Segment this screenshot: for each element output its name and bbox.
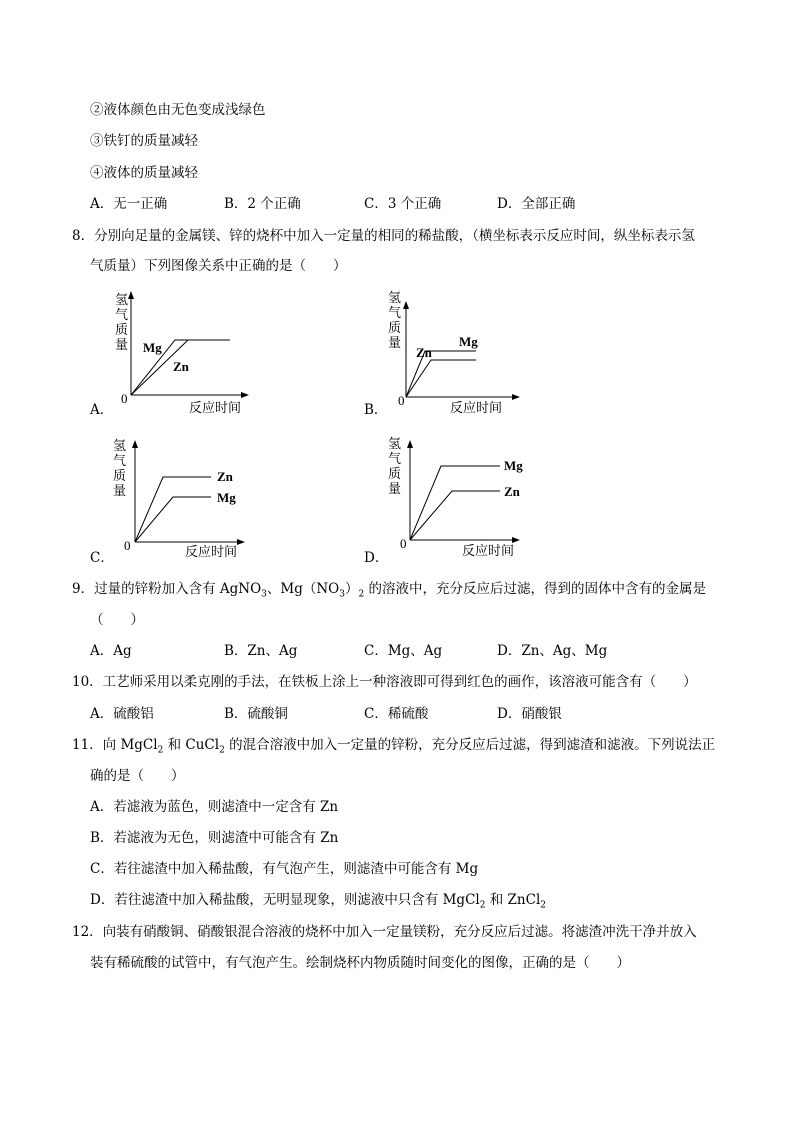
- origin-label: 0: [400, 536, 407, 551]
- y-axis-arrow: [128, 291, 134, 299]
- mg-label: Mg: [143, 340, 162, 355]
- graph-d-option-label: D．: [364, 550, 389, 566]
- graph-a-ylabel: [115, 292, 128, 352]
- y-char-1: 氢: [113, 438, 127, 453]
- q11-option-c: C．若往滤渣中加入稀盐酸，有气泡产生，则滤渣中可能含有 Mg: [90, 861, 479, 877]
- origin-label: 0: [398, 393, 405, 408]
- q12-stem-line1: 12．向装有硝酸铜、硝酸银混合溶液的烧杯中加入一定量镁粉，充分反应后过滤。将滤渣冲洗干净并放入: [72, 924, 697, 940]
- q8-stem-line1: 8．分别向足量的金属镁、锌的烧杯中加入一定量的相同的稀盐酸，（横坐标表示反应时间，纵坐标表示氢: [72, 228, 695, 244]
- mg-line: [135, 497, 211, 542]
- x-axis-arrow: [237, 539, 245, 545]
- graph-b-ylabel: [388, 290, 401, 350]
- q10-option-d: D．硝酸银: [497, 706, 562, 722]
- q10-stem: 10．工艺师采用以柔克刚的手法，在铁板上涂上一种溶液即可得到红色的画作，该溶液可能含有（ ）: [72, 674, 697, 690]
- y-char-4: 量: [115, 337, 129, 352]
- q9-option-a: A．Ag: [90, 643, 132, 659]
- graph-c: [105, 430, 265, 565]
- zn-line: [410, 491, 500, 540]
- q7-statement-4: ④液体的质量减轻: [90, 165, 198, 181]
- graph-d: [378, 430, 538, 565]
- q11-option-a: A．若滤液为蓝色，则滤渣中一定含有 Zn: [90, 799, 339, 815]
- y-char-1: 氢: [115, 292, 129, 307]
- y-char-3: 质: [388, 466, 402, 481]
- mg-label: Mg: [217, 490, 236, 505]
- q11-option-b: B．若滤液为无色，则滤渣中可能含有 Zn: [90, 830, 339, 846]
- q9-option-b: B．Zn、Ag: [224, 643, 298, 659]
- x-axis-label: 反应时间: [462, 543, 515, 558]
- y-axis-arrow: [407, 440, 413, 448]
- q9-stem-line2: （ ）: [90, 612, 144, 628]
- y-char-3: 质: [388, 320, 402, 335]
- q7-option-b: B．2 个正确: [224, 196, 301, 212]
- y-char-2: 气: [388, 305, 402, 320]
- graph-c-option-label: C．: [90, 550, 114, 566]
- y-char-4: 量: [113, 483, 127, 498]
- q11-stem-line2: 确的是（ ）: [90, 768, 185, 784]
- x-axis-label: 反应时间: [185, 544, 238, 559]
- y-char-2: 气: [388, 451, 402, 466]
- y-char-1: 氢: [388, 290, 402, 305]
- x-axis-label: 反应时间: [189, 400, 242, 415]
- q9-option-c: C．Mg、Ag: [364, 643, 443, 659]
- zn-line: [135, 477, 211, 542]
- mg-label: Mg: [504, 458, 523, 473]
- zn-label: Zn: [217, 469, 233, 484]
- q9-stem-line1: 9．过量的锌粉加入含有 AgNO$_3$、$Mg(NO_3)_2$ 的溶液中，充分反应后过滤，得到的固体中含有的金属是: [72, 581, 707, 600]
- graph-b-option-label: B．: [364, 402, 388, 418]
- q9-option-d: D．Zn、Ag、Mg: [497, 643, 608, 659]
- q10-option-c: C．稀硫酸: [364, 706, 429, 722]
- y-axis-arrow: [132, 440, 138, 448]
- y-axis-arrow: [403, 301, 409, 309]
- q7-option-d: D．全部正确: [497, 196, 576, 212]
- y-char-1: 氢: [388, 436, 402, 451]
- q11-stem-line1: 11．向 MgCl$_2$ 和 CuCl$_2$ 的混合溶液中加入一定量的锌粉，充分反应后过滤，得到滤渣和滤液。下列说法正: [72, 737, 716, 756]
- zn-label: Zn: [504, 484, 520, 499]
- q12-stem-line2: 装有稀硫酸的试管中，有气泡产生。绘制烧杯内物质随时间变化的图像，正确的是（ ）: [90, 955, 630, 971]
- graph-c-ylabel: [113, 438, 126, 498]
- graph-a-option-label: A．: [90, 402, 114, 418]
- origin-label: 0: [124, 538, 131, 553]
- q7-statement-2: ②液体颜色由无色变成浅绿色: [90, 102, 266, 118]
- graph-d-ylabel: [388, 436, 401, 496]
- x-axis-arrow: [241, 392, 249, 398]
- y-char-4: 量: [388, 481, 402, 496]
- mg-label: Mg: [459, 334, 478, 349]
- y-char-4: 量: [388, 335, 402, 350]
- q10-option-b: B．硫酸铜: [224, 706, 288, 722]
- y-char-3: 质: [113, 468, 127, 483]
- q8-stem-line2: 气质量）下列图像关系中正确的是（ ）: [90, 258, 347, 274]
- mg-line: [406, 360, 476, 397]
- q11-option-d: D．若往滤渣中加入稀盐酸，无明显现象，则滤液中只含有 MgCl$_2$ 和 ZnCl$_2$: [90, 892, 547, 911]
- x-axis-arrow: [512, 394, 520, 400]
- y-char-3: 质: [115, 322, 129, 337]
- x-axis-label: 反应时间: [450, 400, 503, 415]
- q7-option-a: A．无一正确: [90, 196, 168, 212]
- q10-option-a: A．硫酸铝: [90, 706, 154, 722]
- zn-label: Zn: [416, 345, 432, 360]
- y-char-2: 气: [113, 453, 127, 468]
- mg-line: [410, 466, 500, 540]
- y-char-2: 气: [115, 307, 129, 322]
- graph-b: [378, 285, 538, 420]
- zn-label: Zn: [173, 359, 189, 374]
- graph-a: [105, 285, 265, 420]
- origin-label: 0: [121, 391, 128, 406]
- q7-statement-3: ③铁钉的质量减轻: [90, 133, 198, 149]
- q7-option-c: C．3 个正确: [364, 196, 442, 212]
